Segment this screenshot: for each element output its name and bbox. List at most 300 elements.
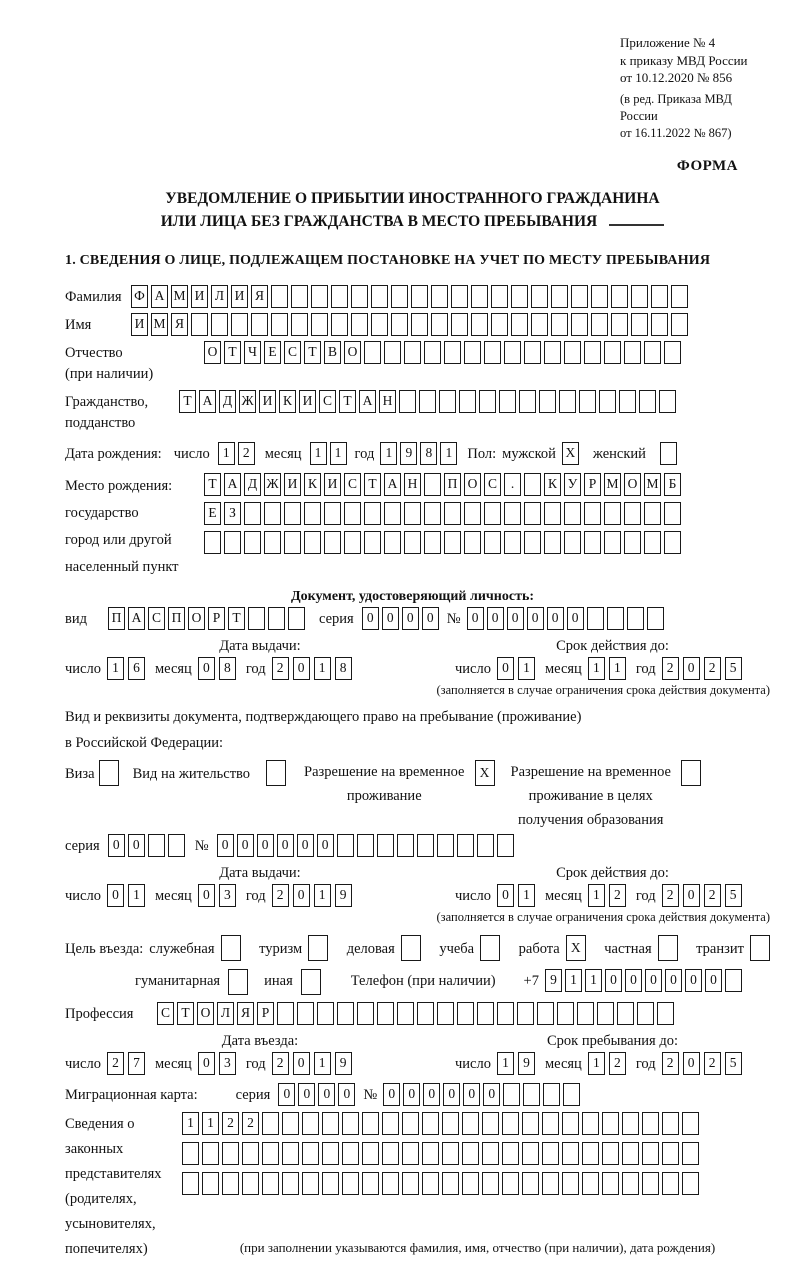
char-box[interactable]: 0 [198, 657, 215, 680]
char-box[interactable]: М [604, 473, 621, 496]
char-box[interactable] [484, 502, 501, 525]
char-box[interactable] [424, 502, 441, 525]
char-box[interactable] [543, 1083, 560, 1106]
char-box[interactable]: С [344, 473, 361, 496]
char-box[interactable]: 0 [198, 884, 215, 907]
char-box[interactable]: 0 [497, 884, 514, 907]
char-box[interactable]: И [299, 390, 316, 413]
char-box[interactable] [437, 1002, 454, 1025]
migration-series-boxes[interactable] [278, 1083, 355, 1106]
birth-year-boxes[interactable] [380, 442, 457, 465]
char-box[interactable] [642, 1172, 659, 1195]
char-box[interactable]: Я [251, 285, 268, 308]
char-box[interactable] [631, 285, 648, 308]
gender-male-checkbox[interactable] [562, 442, 579, 465]
char-box[interactable] [503, 1083, 520, 1106]
char-box[interactable]: 0 [293, 657, 310, 680]
char-box[interactable]: Е [264, 341, 281, 364]
birth-place-row3[interactable] [204, 531, 681, 554]
char-box[interactable] [382, 1112, 399, 1135]
char-box[interactable] [266, 760, 286, 786]
char-box[interactable]: 0 [298, 1083, 315, 1106]
char-box[interactable] [524, 531, 541, 554]
char-box[interactable] [562, 1172, 579, 1195]
char-box[interactable]: Т [177, 1002, 194, 1025]
char-box[interactable] [282, 1112, 299, 1135]
char-box[interactable] [422, 1142, 439, 1165]
char-box[interactable]: 1 [518, 884, 535, 907]
char-box[interactable]: 1 [588, 1052, 605, 1075]
id-issue-year-boxes[interactable] [272, 657, 352, 680]
char-box[interactable] [491, 313, 508, 336]
char-box[interactable] [522, 1172, 539, 1195]
char-box[interactable] [224, 531, 241, 554]
char-box[interactable] [311, 313, 328, 336]
purpose-humanitarian-checkbox[interactable] [228, 969, 248, 995]
char-box[interactable]: З [224, 502, 241, 525]
char-box[interactable] [451, 313, 468, 336]
char-box[interactable]: У [564, 473, 581, 496]
residence-number-boxes[interactable] [217, 834, 514, 857]
char-box[interactable] [264, 502, 281, 525]
char-box[interactable]: 1 [128, 884, 145, 907]
char-box[interactable] [497, 1002, 514, 1025]
char-box[interactable] [624, 341, 641, 364]
char-box[interactable]: X [562, 442, 579, 465]
char-box[interactable] [291, 285, 308, 308]
char-box[interactable] [204, 531, 221, 554]
char-box[interactable] [402, 1172, 419, 1195]
char-box[interactable] [479, 390, 496, 413]
char-box[interactable]: 1 [518, 657, 535, 680]
char-box[interactable]: 0 [423, 1083, 440, 1106]
char-box[interactable]: М [644, 473, 661, 496]
char-box[interactable] [411, 285, 428, 308]
char-box[interactable]: 9 [335, 884, 352, 907]
char-box[interactable]: 0 [338, 1083, 355, 1106]
char-box[interactable]: И [284, 473, 301, 496]
char-box[interactable] [524, 502, 541, 525]
char-box[interactable] [344, 531, 361, 554]
name-boxes[interactable] [131, 313, 688, 336]
residence-series-boxes[interactable] [108, 834, 185, 857]
char-box[interactable]: 0 [497, 657, 514, 680]
char-box[interactable] [622, 1142, 639, 1165]
char-box[interactable] [462, 1172, 479, 1195]
char-box[interactable] [464, 531, 481, 554]
char-box[interactable]: Л [217, 1002, 234, 1025]
char-box[interactable]: Т [224, 341, 241, 364]
char-box[interactable]: Д [219, 390, 236, 413]
char-box[interactable] [231, 313, 248, 336]
char-box[interactable] [362, 1172, 379, 1195]
char-box[interactable]: 9 [545, 969, 562, 992]
char-box[interactable] [725, 969, 742, 992]
residence-expiry-month-boxes[interactable] [588, 884, 626, 907]
char-box[interactable]: 0 [483, 1083, 500, 1106]
char-box[interactable] [191, 313, 208, 336]
char-box[interactable]: 1 [314, 1052, 331, 1075]
char-box[interactable] [342, 1142, 359, 1165]
char-box[interactable] [537, 1002, 554, 1025]
char-box[interactable] [462, 1112, 479, 1135]
birth-month-boxes[interactable] [310, 442, 347, 465]
char-box[interactable] [662, 1142, 679, 1165]
char-box[interactable]: 2 [609, 1052, 626, 1075]
char-box[interactable]: Л [211, 285, 228, 308]
char-box[interactable]: 0 [683, 657, 700, 680]
char-box[interactable] [539, 390, 556, 413]
char-box[interactable] [523, 1083, 540, 1106]
char-box[interactable]: П [108, 607, 125, 630]
char-box[interactable] [619, 390, 636, 413]
char-box[interactable] [302, 1142, 319, 1165]
entry-month-boxes[interactable] [198, 1052, 236, 1075]
char-box[interactable]: 8 [420, 442, 437, 465]
char-box[interactable]: О [464, 473, 481, 496]
char-box[interactable]: 1 [588, 884, 605, 907]
char-box[interactable]: 2 [704, 657, 721, 680]
char-box[interactable] [242, 1172, 259, 1195]
char-box[interactable] [639, 390, 656, 413]
id-doc-type-boxes[interactable] [108, 607, 305, 630]
char-box[interactable]: И [191, 285, 208, 308]
char-box[interactable] [444, 341, 461, 364]
char-box[interactable] [244, 502, 261, 525]
char-box[interactable] [297, 1002, 314, 1025]
purpose-tourism-checkbox[interactable] [308, 935, 328, 961]
char-box[interactable] [202, 1142, 219, 1165]
char-box[interactable]: С [319, 390, 336, 413]
char-box[interactable]: 1 [314, 884, 331, 907]
char-box[interactable]: 6 [128, 657, 145, 680]
char-box[interactable] [168, 834, 185, 857]
char-box[interactable]: А [199, 390, 216, 413]
id-expiry-month-boxes[interactable] [588, 657, 626, 680]
char-box[interactable] [384, 502, 401, 525]
char-box[interactable] [602, 1112, 619, 1135]
char-box[interactable] [384, 341, 401, 364]
char-box[interactable]: X [475, 760, 495, 786]
char-box[interactable] [442, 1112, 459, 1135]
char-box[interactable] [587, 607, 604, 630]
char-box[interactable] [499, 390, 516, 413]
char-box[interactable]: О [204, 341, 221, 364]
char-box[interactable] [542, 1142, 559, 1165]
char-box[interactable]: П [168, 607, 185, 630]
char-box[interactable]: 2 [662, 657, 679, 680]
char-box[interactable]: С [148, 607, 165, 630]
char-box[interactable]: 1 [588, 657, 605, 680]
char-box[interactable]: 0 [665, 969, 682, 992]
char-box[interactable] [502, 1172, 519, 1195]
char-box[interactable]: А [224, 473, 241, 496]
surname-boxes[interactable] [131, 285, 688, 308]
char-box[interactable]: Б [664, 473, 681, 496]
char-box[interactable]: Т [339, 390, 356, 413]
char-box[interactable] [262, 1172, 279, 1195]
char-box[interactable] [431, 313, 448, 336]
char-box[interactable] [471, 285, 488, 308]
char-box[interactable] [642, 1112, 659, 1135]
char-box[interactable] [542, 1172, 559, 1195]
char-box[interactable]: 0 [403, 1083, 420, 1106]
char-box[interactable] [442, 1142, 459, 1165]
char-box[interactable]: Т [304, 341, 321, 364]
char-box[interactable] [271, 285, 288, 308]
char-box[interactable] [324, 531, 341, 554]
char-box[interactable]: М [171, 285, 188, 308]
char-box[interactable] [471, 313, 488, 336]
char-box[interactable]: 0 [625, 969, 642, 992]
char-box[interactable]: В [324, 341, 341, 364]
char-box[interactable] [148, 834, 165, 857]
char-box[interactable] [504, 531, 521, 554]
char-box[interactable] [182, 1172, 199, 1195]
char-box[interactable]: К [279, 390, 296, 413]
char-box[interactable] [624, 502, 641, 525]
char-box[interactable]: 1 [218, 442, 235, 465]
char-box[interactable]: 0 [463, 1083, 480, 1106]
char-box[interactable]: 0 [382, 607, 399, 630]
char-box[interactable]: 0 [685, 969, 702, 992]
char-box[interactable] [531, 313, 548, 336]
stay-day-boxes[interactable] [497, 1052, 535, 1075]
char-box[interactable] [337, 1002, 354, 1025]
id-doc-series-boxes[interactable] [362, 607, 439, 630]
char-box[interactable] [322, 1142, 339, 1165]
char-box[interactable]: 2 [242, 1112, 259, 1135]
char-box[interactable] [391, 285, 408, 308]
char-box[interactable]: О [624, 473, 641, 496]
char-box[interactable] [750, 935, 770, 961]
char-box[interactable] [517, 1002, 534, 1025]
char-box[interactable]: М [151, 313, 168, 336]
char-box[interactable]: 1 [310, 442, 327, 465]
char-box[interactable] [504, 502, 521, 525]
char-box[interactable] [311, 285, 328, 308]
char-box[interactable] [644, 531, 661, 554]
char-box[interactable] [382, 1172, 399, 1195]
char-box[interactable] [262, 1142, 279, 1165]
char-box[interactable] [611, 313, 628, 336]
char-box[interactable]: 0 [487, 607, 504, 630]
char-box[interactable] [584, 341, 601, 364]
birth-day-boxes[interactable] [218, 442, 255, 465]
char-box[interactable] [399, 390, 416, 413]
char-box[interactable] [182, 1142, 199, 1165]
char-box[interactable] [404, 341, 421, 364]
char-box[interactable]: 0 [605, 969, 622, 992]
char-box[interactable]: 0 [257, 834, 274, 857]
char-box[interactable] [277, 1002, 294, 1025]
char-box[interactable] [522, 1142, 539, 1165]
char-box[interactable] [402, 1142, 419, 1165]
char-box[interactable]: 5 [725, 884, 742, 907]
char-box[interactable] [459, 390, 476, 413]
char-box[interactable]: К [544, 473, 561, 496]
char-box[interactable] [607, 607, 624, 630]
char-box[interactable] [357, 834, 374, 857]
char-box[interactable] [582, 1142, 599, 1165]
char-box[interactable]: 9 [335, 1052, 352, 1075]
char-box[interactable] [422, 1172, 439, 1195]
char-box[interactable]: Т [228, 607, 245, 630]
char-box[interactable] [424, 341, 441, 364]
char-box[interactable] [357, 1002, 374, 1025]
char-box[interactable] [382, 1142, 399, 1165]
char-box[interactable]: И [231, 285, 248, 308]
phone-boxes[interactable] [545, 969, 742, 992]
char-box[interactable]: 0 [277, 834, 294, 857]
char-box[interactable]: 2 [272, 1052, 289, 1075]
char-box[interactable]: 5 [725, 1052, 742, 1075]
char-box[interactable] [681, 760, 701, 786]
char-box[interactable]: . [504, 473, 521, 496]
char-box[interactable] [222, 1172, 239, 1195]
char-box[interactable]: 0 [383, 1083, 400, 1106]
char-box[interactable] [364, 531, 381, 554]
char-box[interactable]: 1 [609, 657, 626, 680]
char-box[interactable] [417, 834, 434, 857]
migration-number-boxes[interactable] [383, 1083, 580, 1106]
char-box[interactable]: 1 [440, 442, 457, 465]
char-box[interactable] [291, 313, 308, 336]
char-box[interactable] [671, 285, 688, 308]
char-box[interactable] [417, 1002, 434, 1025]
char-box[interactable]: И [259, 390, 276, 413]
char-box[interactable]: 2 [272, 657, 289, 680]
char-box[interactable] [422, 1112, 439, 1135]
char-box[interactable] [562, 1112, 579, 1135]
char-box[interactable] [404, 531, 421, 554]
char-box[interactable] [544, 531, 561, 554]
char-box[interactable] [384, 531, 401, 554]
purpose-business-checkbox[interactable] [401, 935, 421, 961]
char-box[interactable]: Я [237, 1002, 254, 1025]
char-box[interactable] [284, 502, 301, 525]
char-box[interactable] [304, 531, 321, 554]
char-box[interactable] [342, 1112, 359, 1135]
stay-year-boxes[interactable] [662, 1052, 742, 1075]
char-box[interactable] [244, 531, 261, 554]
char-box[interactable]: 5 [725, 657, 742, 680]
char-box[interactable]: 0 [507, 607, 524, 630]
char-box[interactable]: 2 [238, 442, 255, 465]
char-box[interactable]: 7 [128, 1052, 145, 1075]
char-box[interactable] [464, 341, 481, 364]
char-box[interactable] [637, 1002, 654, 1025]
char-box[interactable]: 0 [527, 607, 544, 630]
char-box[interactable] [511, 285, 528, 308]
char-box[interactable] [662, 1172, 679, 1195]
char-box[interactable] [582, 1112, 599, 1135]
char-box[interactable]: 0 [645, 969, 662, 992]
legal-reps-row3[interactable] [182, 1172, 699, 1195]
char-box[interactable] [402, 1112, 419, 1135]
char-box[interactable]: 2 [662, 884, 679, 907]
char-box[interactable]: 0 [293, 1052, 310, 1075]
char-box[interactable]: 1 [202, 1112, 219, 1135]
char-box[interactable] [362, 1142, 379, 1165]
residence-issue-month-boxes[interactable] [198, 884, 236, 907]
char-box[interactable] [439, 390, 456, 413]
char-box[interactable] [584, 502, 601, 525]
char-box[interactable]: Н [404, 473, 421, 496]
char-box[interactable] [99, 760, 119, 786]
char-box[interactable] [582, 1172, 599, 1195]
char-box[interactable]: П [444, 473, 461, 496]
char-box[interactable] [202, 1172, 219, 1195]
char-box[interactable] [491, 285, 508, 308]
purpose-private-checkbox[interactable] [658, 935, 678, 961]
char-box[interactable]: 0 [443, 1083, 460, 1106]
char-box[interactable] [599, 390, 616, 413]
char-box[interactable]: С [484, 473, 501, 496]
char-box[interactable]: 3 [219, 884, 236, 907]
char-box[interactable] [424, 531, 441, 554]
char-box[interactable] [251, 313, 268, 336]
char-box[interactable] [482, 1172, 499, 1195]
char-box[interactable] [502, 1112, 519, 1135]
char-box[interactable] [442, 1172, 459, 1195]
char-box[interactable] [662, 1112, 679, 1135]
char-box[interactable]: 1 [314, 657, 331, 680]
char-box[interactable] [551, 285, 568, 308]
char-box[interactable] [682, 1112, 699, 1135]
char-box[interactable] [364, 502, 381, 525]
char-box[interactable] [644, 341, 661, 364]
char-box[interactable] [563, 1083, 580, 1106]
char-box[interactable] [477, 1002, 494, 1025]
char-box[interactable] [344, 502, 361, 525]
char-box[interactable] [211, 313, 228, 336]
id-doc-number-boxes[interactable] [467, 607, 664, 630]
char-box[interactable] [591, 313, 608, 336]
char-box[interactable] [248, 607, 265, 630]
temp-residence-permit-checkbox[interactable] [475, 760, 495, 786]
char-box[interactable] [284, 531, 301, 554]
char-box[interactable] [222, 1142, 239, 1165]
char-box[interactable]: О [344, 341, 361, 364]
char-box[interactable] [401, 935, 421, 961]
char-box[interactable] [451, 285, 468, 308]
char-box[interactable] [571, 285, 588, 308]
char-box[interactable] [657, 1002, 674, 1025]
char-box[interactable] [502, 1142, 519, 1165]
char-box[interactable] [301, 969, 321, 995]
char-box[interactable] [627, 607, 644, 630]
char-box[interactable]: 0 [107, 884, 124, 907]
char-box[interactable]: 0 [293, 884, 310, 907]
entry-day-boxes[interactable] [107, 1052, 145, 1075]
residence-issue-day-boxes[interactable] [107, 884, 145, 907]
char-box[interactable] [302, 1112, 319, 1135]
char-box[interactable] [431, 285, 448, 308]
char-box[interactable]: С [157, 1002, 174, 1025]
char-box[interactable] [651, 313, 668, 336]
char-box[interactable]: 1 [330, 442, 347, 465]
char-box[interactable]: 0 [318, 1083, 335, 1106]
char-box[interactable]: 3 [219, 1052, 236, 1075]
legal-reps-row2[interactable] [182, 1142, 699, 1165]
char-box[interactable] [522, 1112, 539, 1135]
char-box[interactable] [444, 531, 461, 554]
char-box[interactable] [364, 341, 381, 364]
gender-female-checkbox[interactable] [660, 442, 677, 465]
char-box[interactable]: А [151, 285, 168, 308]
char-box[interactable] [622, 1112, 639, 1135]
